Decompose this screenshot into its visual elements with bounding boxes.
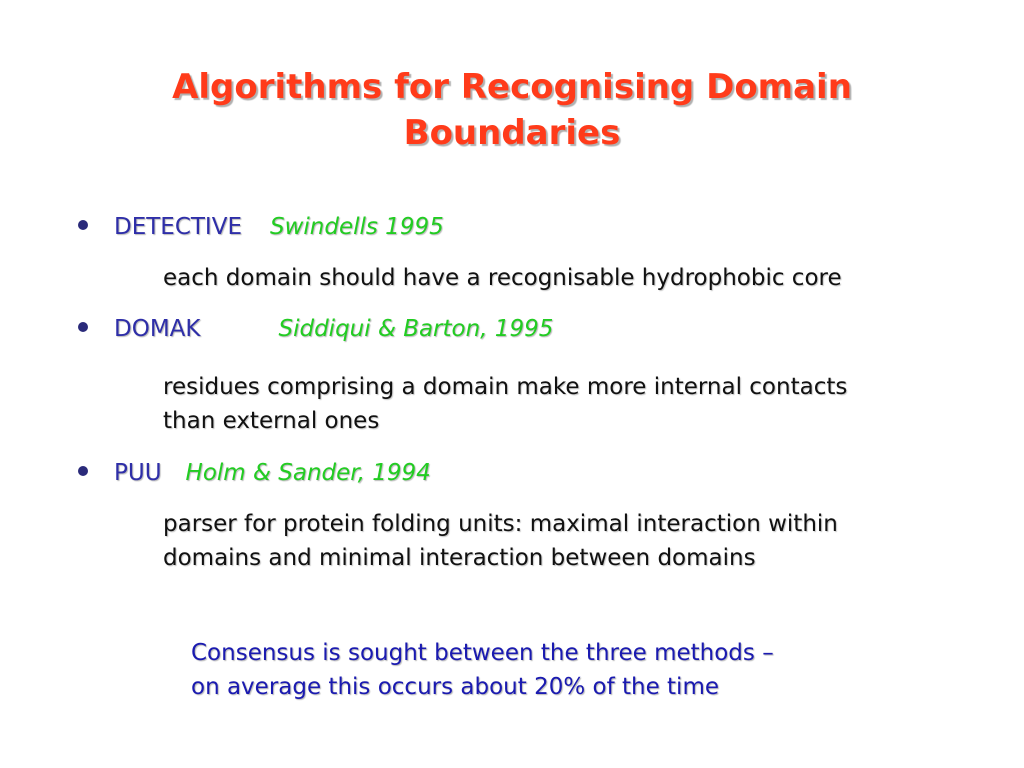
method-citation: Holm & Sander, 1994 [185,460,431,486]
method-citation: Swindells 1995 [269,214,444,240]
method-description [163,370,847,438]
method-item-domak [78,316,553,350]
slide-title-line-1: Algorithms for Recognising Domain [172,67,852,107]
bullet-icon [78,220,88,230]
description-line: each domain should have a recognisable hydrophobic core [163,265,842,291]
consensus-note [191,636,774,704]
method-item-detective [78,214,444,248]
bullet-icon [78,322,88,332]
method-item-puu [78,460,431,494]
slide-title-line-2: Boundaries [403,113,621,153]
description-line: domains and minimal interaction between domains [163,545,756,571]
method-name: DETECTIVE [114,214,242,240]
description-line: than external ones [163,408,380,434]
consensus-line-1: Consensus is sought between the three methods – [191,640,774,666]
method-name: PUU [114,460,162,486]
description-line: parser for protein folding units: maximal interaction within [163,511,838,537]
method-citation: Siddiqui & Barton, 1995 [278,316,554,342]
method-description [163,507,838,575]
description-line: residues comprising a domain make more internal contacts [163,374,848,400]
slide-title [0,64,1024,156]
method-name: DOMAK [114,316,201,342]
consensus-line-2: on average this occurs about 20% of the time [191,674,720,700]
bullet-icon [78,466,88,476]
method-description [163,261,842,295]
